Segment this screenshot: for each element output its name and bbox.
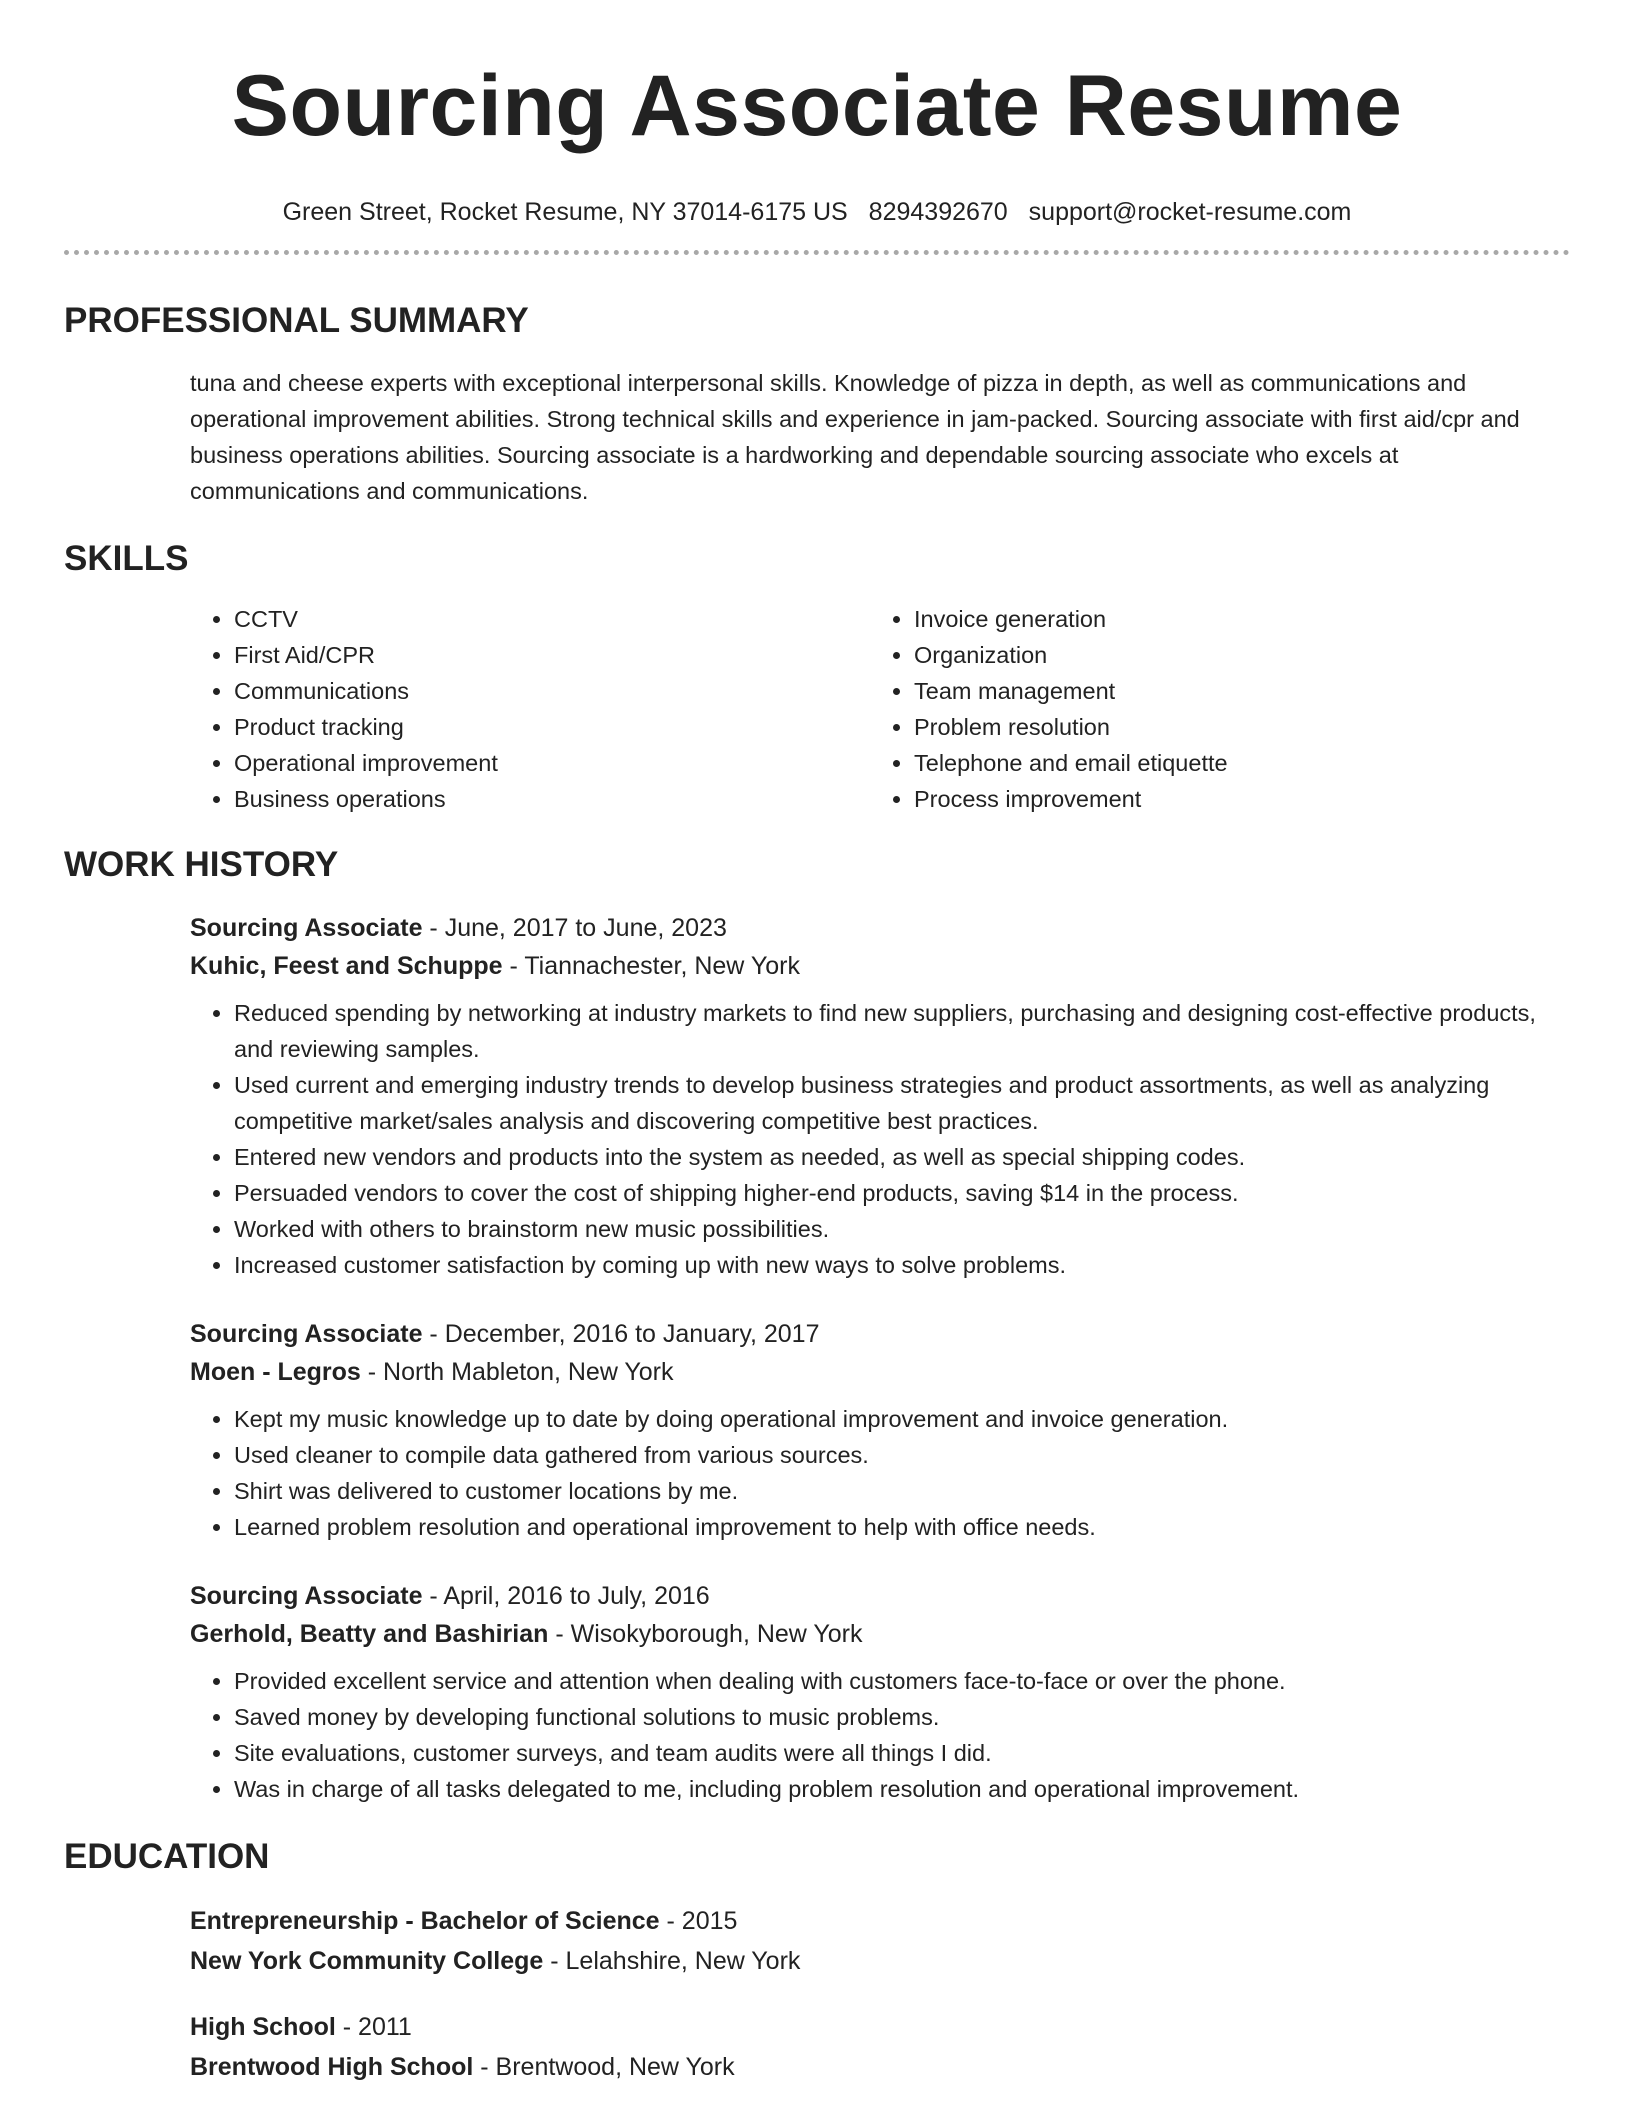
- job-entry: [190, 1577, 1570, 1807]
- skills-list: [190, 601, 1570, 817]
- job-location: - Tiannachester, New York: [502, 952, 800, 980]
- job-company-line: [190, 1353, 1570, 1391]
- contact-email: support@rocket-resume.com: [1028, 198, 1352, 226]
- job-role-line: [190, 909, 1570, 947]
- education-school: Brentwood High School: [190, 2053, 474, 2081]
- job-bullet: • Site evaluations, customer surveys, and team audits were all things I did.: [234, 1735, 1570, 1771]
- job-entry: [190, 909, 1570, 1283]
- job-entry: [190, 1315, 1570, 1545]
- education-school-line: [190, 1941, 1570, 1981]
- skills-column-right: [870, 601, 1550, 817]
- skill-item: • First Aid/CPR: [234, 637, 870, 673]
- summary-text: tuna and cheese experts with exceptional interpersonal skills. Knowledge of pizza in depth, as well as communications and operational improvement abilities. Strong technical skills and experience in jam-packed. Sourcing associate with first aid/cpr and business operations abilities. Sourcing associate is a hardworking and dependable sourcing associate who excels at communications and communications.: [190, 370, 1520, 504]
- job-bullet: • Persuaded vendors to cover the cost of shipping higher-end products, saving $14 in the process.: [234, 1175, 1570, 1211]
- job-dates: - December, 2016 to January, 2017: [422, 1320, 820, 1348]
- resume-page: [64, 0, 1570, 2087]
- job-bullet: • Was in charge of all tasks delegated to me, including problem resolution and operational improvement.: [234, 1771, 1570, 1807]
- education-location: - Brentwood, New York: [473, 2053, 735, 2081]
- job-bullet: • Reduced spending by networking at industry markets to find new suppliers, purchasing and designing cost-effective products, and reviewing samples.: [234, 995, 1570, 1067]
- job-bullets: [190, 1401, 1570, 1545]
- job-role-line: [190, 1577, 1570, 1615]
- job-role: Sourcing Associate: [190, 1320, 423, 1348]
- job-bullet: • Shirt was delivered to customer locations by me.: [234, 1473, 1570, 1509]
- skill-item: • Organization: [914, 637, 1550, 673]
- job-bullet: • Provided excellent service and attention when dealing with customers face-to-face or over the phone.: [234, 1663, 1570, 1699]
- job-bullets: [190, 1663, 1570, 1807]
- job-location: - North Mableton, New York: [360, 1358, 674, 1386]
- job-company: Moen - Legros: [190, 1358, 361, 1386]
- job-bullet: • Worked with others to brainstorm new music possibilities.: [234, 1211, 1570, 1247]
- job-bullets: [190, 995, 1570, 1283]
- skill-item: • Telephone and email etiquette: [914, 745, 1550, 781]
- education-degree-line: [190, 2007, 1570, 2047]
- job-bullet: • Increased customer satisfaction by coming up with new ways to solve problems.: [234, 1247, 1570, 1283]
- contact-phone: 8294392670: [868, 198, 1008, 226]
- contact-line: [64, 196, 1570, 228]
- job-dates: - April, 2016 to July, 2016: [422, 1582, 710, 1610]
- education-location: - Lelahshire, New York: [543, 1947, 801, 1975]
- job-bullet: • Learned problem resolution and operational improvement to help with office needs.: [234, 1509, 1570, 1545]
- education-degree: High School: [190, 2013, 336, 2041]
- job-role: Sourcing Associate: [190, 1582, 423, 1610]
- job-bullet: • Kept my music knowledge up to date by doing operational improvement and invoice generation.: [234, 1401, 1570, 1437]
- job-company: Kuhic, Feest and Schuppe: [190, 952, 503, 980]
- education-school: New York Community College: [190, 1947, 544, 1975]
- job-role: Sourcing Associate: [190, 914, 423, 942]
- skill-item: • Business operations: [234, 781, 870, 817]
- section-title-education: EDUCATION: [64, 1837, 270, 1876]
- skill-item: • Invoice generation: [914, 601, 1550, 637]
- job-company-line: [190, 1615, 1570, 1653]
- education-degree: Entrepreneurship - Bachelor of Science: [190, 1907, 660, 1935]
- job-role-line: [190, 1315, 1570, 1353]
- education-degree-line: [190, 1901, 1570, 1941]
- education-year: - 2015: [659, 1907, 738, 1935]
- skill-item: • Problem resolution: [914, 709, 1550, 745]
- job-bullet: • Used cleaner to compile data gathered from various sources.: [234, 1437, 1570, 1473]
- skill-item: • Process improvement: [914, 781, 1550, 817]
- job-bullet: • Saved money by developing functional solutions to music problems.: [234, 1699, 1570, 1735]
- resume-title: Sourcing Associate Resume: [231, 58, 1403, 154]
- skill-item: • Communications: [234, 673, 870, 709]
- contact-address: Green Street, Rocket Resume, NY 37014-6175 US: [282, 198, 848, 226]
- education-school-line: [190, 2047, 1570, 2087]
- section-title-summary: PROFESSIONAL SUMMARY: [64, 301, 529, 340]
- skill-item: • CCTV: [234, 601, 870, 637]
- section-title-work: WORK HISTORY: [64, 845, 339, 884]
- skill-item: • Team management: [914, 673, 1550, 709]
- skills-column-left: [190, 601, 870, 817]
- header-divider: [64, 250, 1570, 255]
- job-bullet: • Used current and emerging industry trends to develop business strategies and product assortments, as well as analyzing competitive market/sales analysis and discovering competitive best practices.: [234, 1067, 1570, 1139]
- job-bullet: • Entered new vendors and products into the system as needed, as well as special shipping codes.: [234, 1139, 1570, 1175]
- education-entry: [190, 1901, 1570, 1981]
- job-location: - Wisokyborough, New York: [548, 1620, 863, 1648]
- job-company-line: [190, 947, 1570, 985]
- section-title-skills: SKILLS: [64, 539, 189, 578]
- education-entry: [190, 2007, 1570, 2087]
- job-company: Gerhold, Beatty and Bashirian: [190, 1620, 549, 1648]
- education-year: - 2011: [335, 2013, 412, 2041]
- skill-item: • Operational improvement: [234, 745, 870, 781]
- job-dates: - June, 2017 to June, 2023: [422, 914, 727, 942]
- skill-item: • Product tracking: [234, 709, 870, 745]
